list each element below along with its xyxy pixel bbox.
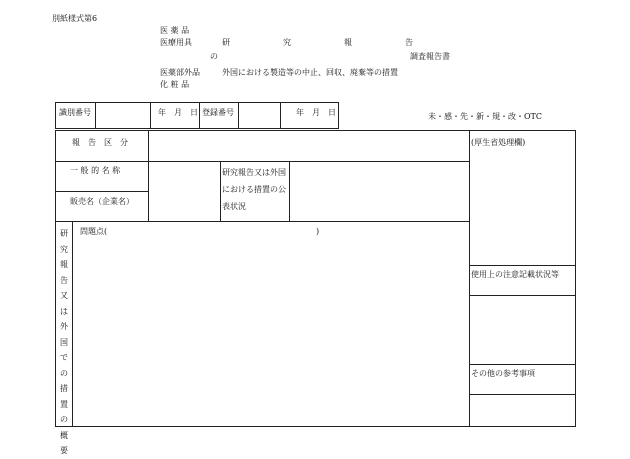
ministry-processing-column: (厚生省処理欄) <box>471 138 526 147</box>
survey-report-label: 調査報告書 <box>410 52 450 61</box>
research-char-1: 研 <box>222 38 230 47</box>
registration-number-label: 登録番号 <box>202 108 234 117</box>
research-char-2: 究 <box>283 38 291 47</box>
id-number-label: 識別番号 <box>59 108 91 117</box>
title-no: の <box>210 52 218 61</box>
usage-notes-label: 使用上の注意記載状況等 <box>471 270 559 279</box>
form-number: 別紙様式第6 <box>52 14 98 23</box>
category-quasi-drug: 医薬部外品 <box>160 68 200 77</box>
date-field-1: 年 月 日 <box>158 108 198 117</box>
category-cosmetics: 化 粧 品 <box>160 80 190 89</box>
research-char-4: 告 <box>405 38 413 47</box>
category-pharmaceutical: 医 薬 品 <box>160 26 190 35</box>
brand-name-label: 販売名（企業名） <box>70 197 134 206</box>
report-type-categories: 未・感・先・新・規・改・OTC <box>428 112 543 121</box>
summary-vertical-label: 研究報告又は外国での措置の概要 <box>60 229 68 455</box>
issue-label: 問題点( <box>80 227 108 236</box>
other-notes-label: その他の参考事項 <box>471 369 535 378</box>
foreign-measures-label: 外国における製造等の中止、回収、廃棄等の措置 <box>222 68 398 77</box>
issue-close-paren: ) <box>316 227 320 236</box>
generic-name-label: 一 般 的 名 称 <box>70 166 121 175</box>
research-char-3: 報 <box>344 38 352 47</box>
report-category-label: 報 告 区 分 <box>72 138 128 147</box>
category-medical-device: 医療用具 <box>160 38 192 47</box>
research-publication-status-label: 研究報告又は外国における措置の公表状況 <box>222 168 286 211</box>
date-field-2: 年 月 日 <box>296 108 336 117</box>
